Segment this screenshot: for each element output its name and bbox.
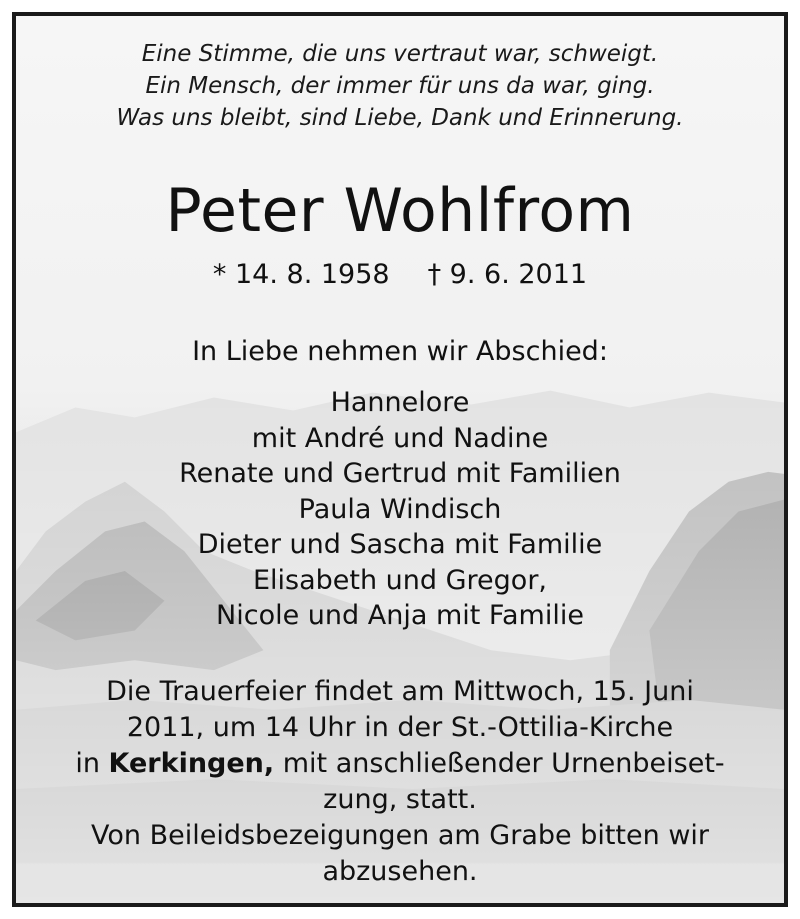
service-line: Die Trauerfeier findet am Mittwoch, 15. Juni (106, 676, 694, 707)
farewell-heading: In Liebe nehmen wir Abschied: (192, 336, 608, 367)
poem-line: Ein Mensch, der immer für uns da war, ging. (145, 73, 655, 99)
mourner-line: Hannelore (330, 387, 470, 418)
service-line (16, 746, 784, 782)
service-line: Von Beileidsbezeigungen am Grabe bitten wir (90, 820, 710, 851)
service-line: zung, statt. (323, 784, 477, 815)
birth-date: * 14. 8. 1958 (212, 259, 390, 290)
mourner-line: Elisabeth und Gregor, (252, 564, 548, 596)
service-line: abzusehen. (322, 856, 478, 887)
mourner-line: Renate und Gertrud mit Familien (179, 458, 621, 489)
mourner-line: Dieter und Sascha mit Familie (197, 529, 603, 560)
life-dates (16, 257, 784, 293)
death-date: † 9. 6. 2011 (427, 259, 588, 290)
obituary-frame (12, 12, 788, 907)
service-text: mit anschließender Urnenbeiset- (274, 748, 725, 779)
place-name: Kerkingen, (108, 748, 275, 779)
mourner-line: mit André und Nadine (251, 422, 549, 454)
poem-verse (16, 38, 784, 134)
service-announcement (16, 674, 784, 890)
mourner-line: Paula Windisch (298, 493, 502, 525)
service-line: 2011, um 14 Uhr in der St.-Ottilia-Kirche (126, 712, 674, 743)
service-text: in (75, 748, 109, 779)
poem-line: Eine Stimme, die uns vertraut war, schweigt. (141, 41, 659, 67)
deceased-name: Peter Wohlfrom (165, 176, 635, 246)
poem-line: Was uns bleibt, sind Liebe, Dank und Erinnerung. (116, 105, 684, 131)
mourner-line: Nicole und Anja mit Familie (216, 600, 584, 631)
mourners-list (16, 385, 784, 634)
